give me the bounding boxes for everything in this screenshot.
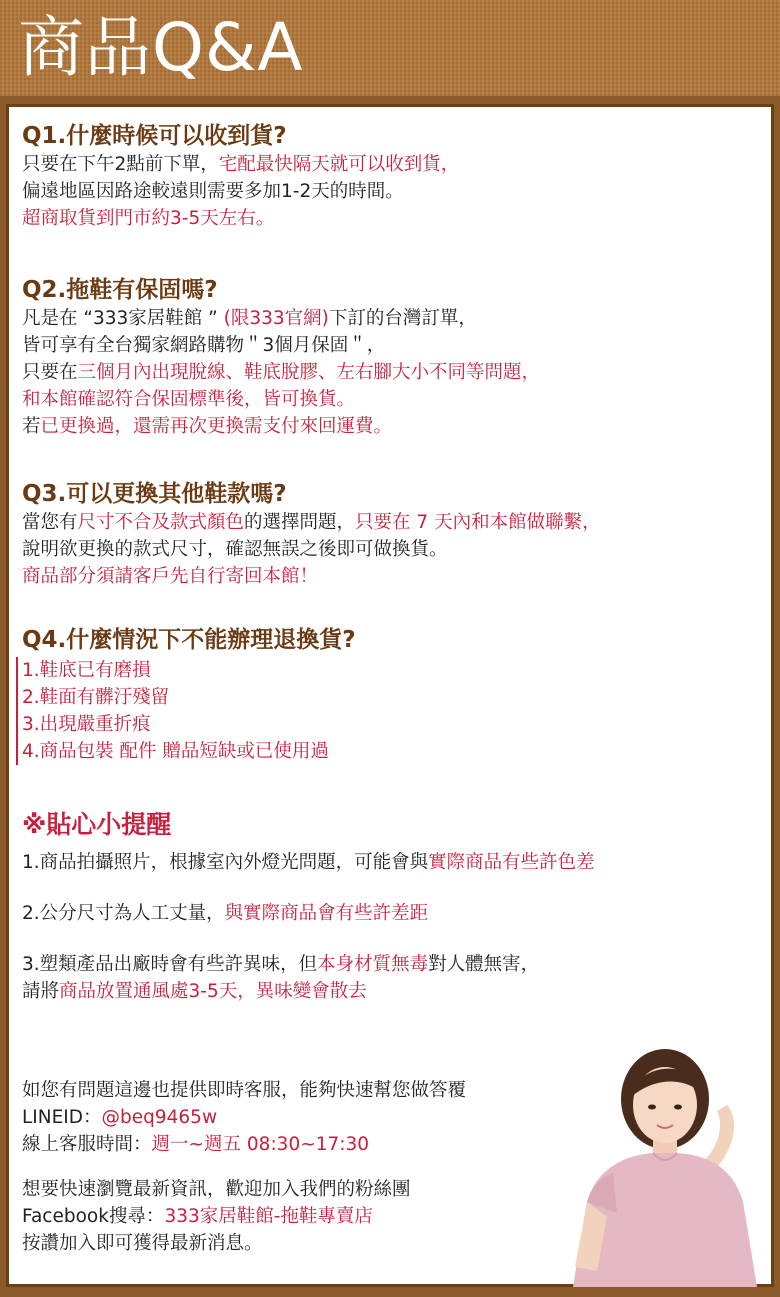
contact-line-4: 想要快速瀏覽最新資訊，歡迎加入我們的粉絲團 — [22, 1179, 411, 1200]
q2-line-3: 只要在三個月內出現脫線、鞋底脫膠、左右腳大小不同等問題， — [22, 362, 541, 383]
faq-q3 — [22, 479, 601, 590]
reminder-1: 1.商品拍攝照片，根據室內外燈光問題，可能會與實際商品有些許色差 — [22, 852, 595, 873]
contact-line-6: 按讚加入即可獲得最新消息。 — [22, 1233, 263, 1254]
faq-q4 — [22, 625, 356, 765]
q4-item-4: 4.商品包裝 配件 贈品短缺或已使用過 — [22, 741, 329, 762]
reminder-title: ※貼心小提醒 — [22, 810, 172, 839]
reminder-section — [22, 809, 595, 1005]
line-id[interactable]: @beq9465w — [101, 1107, 218, 1128]
q1-line-2: 偏遠地區因路途較遠則需要多加1-2天的時間。 — [22, 181, 404, 202]
q2-title: Q2.拖鞋有保固嗎? — [22, 277, 218, 303]
q1-title: Q1.什麼時候可以收到貨? — [22, 123, 287, 149]
q4-item-3: 3.出現嚴重折痕 — [22, 714, 151, 735]
q1-line-3: 超商取貨到門市約3-5天左右。 — [22, 208, 275, 229]
contact-section — [22, 1077, 466, 1257]
q3-line-1: 當您有尺寸不合及款式顏色的選擇問題，只要在 7 天內和本館做聯繫， — [22, 512, 601, 533]
q4-item-2: 2.鞋面有髒汙殘留 — [22, 687, 170, 708]
faq-q2 — [22, 275, 540, 440]
faq-card — [6, 104, 774, 1287]
header-banner — [0, 0, 780, 96]
q4-list — [16, 657, 329, 765]
reminder-4: 請將商品放置通風處3-5天，異味變會散去 — [22, 981, 367, 1002]
q2-line-5: 若已更換過，還需再次更換需支付來回運費。 — [22, 416, 393, 437]
faq-q1 — [22, 121, 459, 232]
q2-line-2: 皆可享有全台獨家網路購物＂3個月保固＂， — [22, 335, 386, 356]
q1-line-1: 只要在下午2點前下單，宅配最快隔天就可以收到貨， — [22, 154, 460, 175]
reminder-2: 2.公分尺寸為人工丈量，與實際商品會有些許差距 — [22, 903, 429, 924]
q3-title: Q3.可以更換其他鞋款嗎? — [22, 481, 287, 507]
q3-line-2: 說明欲更換的款式尺寸，確認無誤之後即可做換貨。 — [22, 539, 448, 560]
page-title: 商品Q&A — [18, 9, 304, 86]
q3-line-3: 商品部分須請客戶先自行寄回本館！ — [22, 566, 319, 587]
q4-title: Q4.什麼情況下不能辦理退換貨? — [22, 627, 356, 653]
facebook-page-name[interactable]: 333家居鞋館-拖鞋專賣店 — [164, 1206, 373, 1227]
contact-line-1: 如您有問題這邊也提供即時客服，能夠快速幫您做答覆 — [22, 1080, 467, 1101]
q2-line-1: 凡是在 “333家居鞋館 ” (限333官網)下訂的台灣訂單， — [22, 308, 477, 329]
q2-line-4: 和本館確認符合保固標準後，皆可換貨。 — [22, 389, 356, 410]
contact-line-5: Facebook搜尋：333家居鞋館-拖鞋專賣店 — [22, 1206, 373, 1227]
reminder-3: 3.塑類產品出廠時會有些許異味，但本身材質無毒對人體無害， — [22, 954, 540, 975]
contact-line-3: 線上客服時間：週一~週五 08:30~17:30 — [22, 1134, 370, 1155]
model-photo — [557, 1027, 773, 1287]
q4-item-1: 1.鞋底已有磨損 — [22, 660, 151, 681]
contact-line-2: LINEID：@beq9465w — [22, 1107, 218, 1128]
